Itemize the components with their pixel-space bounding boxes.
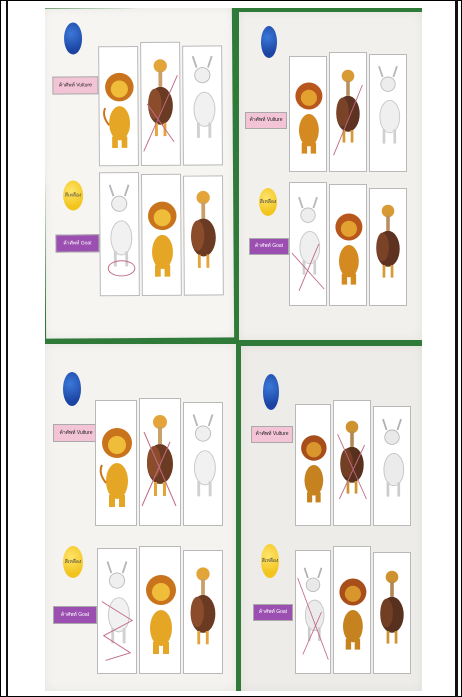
yellow-circle-text: สีเหลือง [64, 559, 82, 565]
vulture-icon [370, 189, 406, 305]
goat-icon [183, 46, 222, 164]
vulture-icon [184, 176, 223, 294]
pen-circle-mark [100, 173, 139, 295]
vulture-card [139, 398, 181, 526]
lion-card [98, 46, 139, 166]
pen-cross-mark [296, 551, 330, 673]
goat-card [295, 550, 331, 674]
lion-card [95, 400, 137, 526]
goat-word-label: ค้าศัพท์ Goat [53, 606, 97, 624]
yellow-circle-text: สีเหลือง [261, 558, 279, 564]
lion-icon [96, 401, 136, 525]
vulture-card [333, 400, 371, 526]
lion-icon [330, 185, 366, 305]
worksheet-sheet-3 [45, 344, 236, 691]
lion-card [141, 174, 182, 296]
goat-card [183, 402, 223, 526]
vulture-word-label: ค้าศัพท์ Vulture [53, 424, 99, 442]
vulture-card [183, 175, 224, 295]
lion-card [139, 546, 181, 674]
goat-icon [370, 55, 406, 171]
lion-icon [296, 405, 330, 525]
pen-cross-mark [334, 401, 370, 525]
pen-cross-mark [330, 53, 366, 171]
lion-card [333, 546, 371, 674]
goat-card [369, 54, 407, 172]
yellow-circle [63, 180, 83, 210]
lion-card [289, 56, 327, 172]
vulture-card [369, 188, 407, 306]
worksheet-photo [45, 8, 422, 691]
yellow-circle-text: สีเหลือง [64, 192, 82, 199]
pen-cross-mark [140, 399, 180, 525]
goat-card [373, 406, 411, 526]
vulture-word-label: ค้าศัพท์ Vulture [245, 112, 287, 129]
goat-word-label: ค้าศัพท์ Goat [55, 234, 99, 252]
vulture-card [329, 52, 367, 172]
goat-icon [374, 407, 410, 525]
worksheet-sheet-2 [239, 12, 422, 340]
yellow-circle [261, 544, 279, 578]
goat-card [182, 45, 223, 165]
lion-icon [290, 57, 326, 171]
worksheet-sheet-4 [241, 346, 422, 691]
vulture-word-label: ค้าศัพท์ Vulture [52, 76, 98, 94]
yellow-circle [63, 546, 83, 578]
lion-card [295, 404, 331, 526]
goat-card [99, 172, 140, 296]
vulture-card [140, 42, 181, 166]
pen-scribble-mark [98, 549, 136, 673]
left-border-line [6, 0, 8, 697]
goat-word-label: ค้าศัพท์ Goat [253, 604, 293, 621]
goat-card [289, 182, 327, 306]
blue-circle [261, 26, 277, 58]
vulture-icon [374, 553, 410, 673]
vulture-card [373, 552, 411, 674]
vulture-card [183, 550, 223, 674]
lion-icon [334, 547, 370, 673]
blue-circle [263, 374, 279, 410]
lion-icon [140, 547, 180, 673]
blue-circle [64, 22, 82, 54]
goat-word-label: ค้าศัพท์ Goat [249, 238, 289, 255]
vulture-word-label: ค้าศัพท์ Vulture [251, 426, 293, 443]
goat-card [97, 548, 137, 674]
lion-icon [99, 47, 138, 165]
pen-cross-mark [141, 43, 180, 165]
lion-card [329, 184, 367, 306]
vulture-icon [184, 551, 222, 673]
right-border-line [455, 0, 458, 697]
goat-icon [184, 403, 222, 525]
lion-icon [142, 175, 181, 295]
worksheet-sheet-1 [45, 8, 234, 339]
yellow-circle [259, 188, 277, 216]
pen-cross-mark [290, 183, 326, 305]
blue-circle [63, 372, 81, 406]
yellow-circle-text: สีเหลือง [259, 199, 277, 205]
